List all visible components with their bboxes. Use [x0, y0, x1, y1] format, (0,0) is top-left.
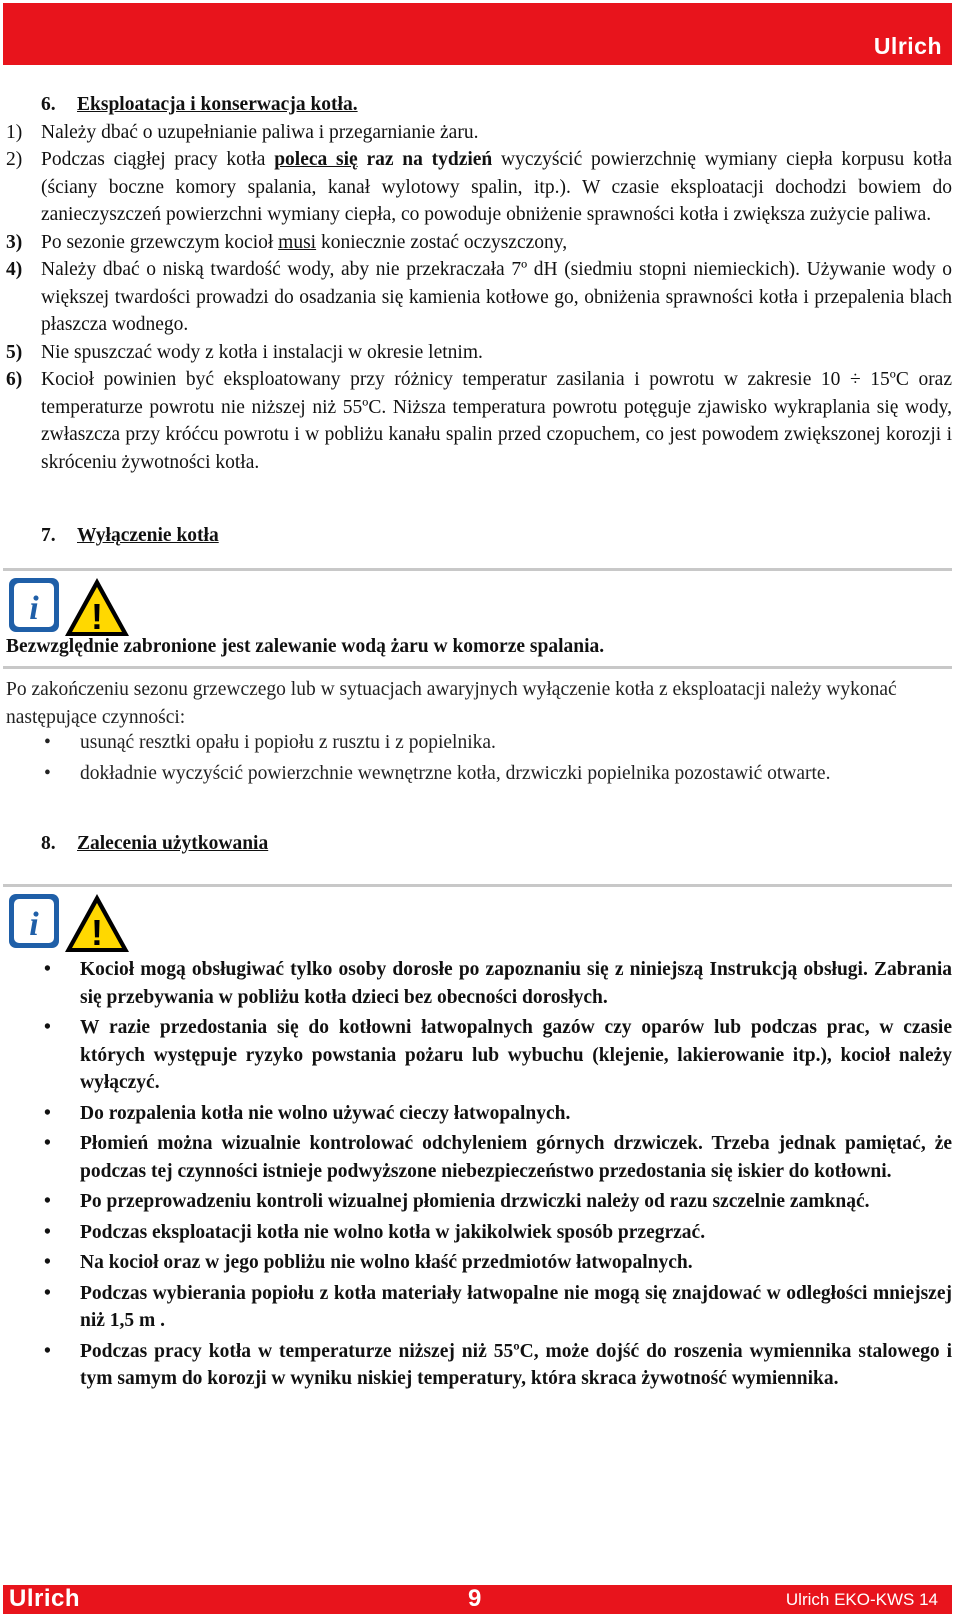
warning-icon	[65, 894, 129, 953]
svg-text:i: i	[29, 906, 39, 943]
svg-text:i: i	[29, 590, 39, 627]
list-item: • Podczas pracy kotła w temperaturze niższej niż 55ºC, może dojść do roszenia wymiennika stalowego i tym samym do korozji w wyniku niskiej temperatury, która skraca żywotność wymiennika.	[44, 1340, 952, 1389]
list-item: • usunąć resztki opału i popiołu z rusztu i z popielnika.	[44, 732, 496, 753]
footer-model: Ulrich EKO-KWS 14	[785, 1590, 938, 1609]
header-bar	[3, 3, 952, 65]
section-6-title: 6. Eksploatacja i konserwacja kotła.	[41, 94, 358, 115]
footer-bar	[3, 1585, 952, 1614]
section-7-title-block	[41, 522, 952, 550]
list-item: • Na kocioł oraz w jego pobliżu nie wolno kłaść przedmiotów łatwopalnych.	[44, 1252, 693, 1273]
section-8-title-block	[41, 830, 952, 858]
section-6-item-6: 6) Kocioł powinien być eksploatowany przy różnicy temperatur zasilania i powrotu w zakresie 10 ÷ 15ºC oraz temperaturze powrotu nie niższej niż 55ºC. Niższa temperatura powrotu potęguje zjawisko wykraplania się wody, zwłaszcza przy króćcu powrotu i w pobliżu kanału spalin przed czopuchem, co jest powodem zwiększonej korozji i skróceniu żywotności kotła.	[6, 369, 952, 473]
list-item: • W razie przedostania się do kotłowni łatwopalnych gazów czy oparów lub podczas prac, w czasie których występuje ryzyko powstania pożaru lub wybuchu (klejenie, lakierowanie itp.), kocioł należy wyłączyć.	[44, 1017, 952, 1093]
section-8-title: 8. Zalecenia użytkowania	[41, 833, 269, 854]
section-7-title: 7. Wyłączenie kotła	[41, 525, 219, 546]
list-item: • Podczas wybierania popiołu z kotła materiały łatwopalne nie mogą się znajdować w odległości mniejszej niż 1,5 m .	[44, 1282, 952, 1331]
section-8-body	[6, 956, 952, 1393]
svg-text:!: !	[91, 596, 103, 637]
info-icon	[9, 894, 59, 948]
page-number: 9	[468, 1585, 482, 1612]
section-7-body	[6, 676, 952, 787]
header-brand: Ulrich	[873, 33, 942, 59]
section-7-warning: Bezwzględnie zabronione jest zalewanie wodą żaru w komorze spalania.	[6, 636, 605, 657]
section-7-icons	[6, 574, 130, 638]
section-7-rule-2	[3, 666, 952, 669]
section-7-rule	[3, 568, 952, 571]
list-item: • Po przeprowadzeniu kontroli wizualnej płomienia drzwiczki należy od razu szczelnie zamknąć.	[44, 1191, 870, 1212]
warning-icon	[65, 578, 129, 637]
list-item: • Płomień można wizualnie kontrolować odchyleniem górnych drzwiczek. Trzeba jednak pamiętać, że podczas tej czynności istnieje podwyższone niebezpieczeństwo przedostania się iskier do kotłowni.	[44, 1133, 952, 1182]
section-6-item-4: 4) Należy dbać o niską twardość wody, aby nie przekraczała 7º dH (siedmiu stopni niemieckich). Używanie wody o większej twardości prowadzi do osadzania się kamienia kotłowe go, obniżenia sprawności kotła i przepalenia blach płaszcza wodnego.	[6, 259, 952, 335]
list-item: • dokładnie wyczyścić powierzchnie wewnętrzne kotła, drzwiczki popielnika pozostawić otwarte.	[44, 762, 831, 784]
section-8-bullets	[6, 956, 952, 1393]
list-item: • Do rozpalenia kotła nie wolno używać cieczy łatwopalnych.	[44, 1102, 571, 1124]
section-8-icons	[6, 890, 130, 954]
svg-text:!: !	[91, 912, 103, 953]
section-6-item-2: 2) Podczas ciągłej pracy kotła poleca się raz na tydzień wyczyścić powierzchnię wymiany ciepła korpusu kotła (ściany boczne komory spalania, kanał wylotowy spalin, itp.). W czasie eksploatacji dochodzi bowiem do zanieczyszczeń powierzchni wymiany ciepła, co powoduje obniżenie sprawności kotła i zwiększa zużycie paliwa.	[6, 149, 953, 225]
list-item: • Podczas eksploatacji kotła nie wolno kotła w jakikolwiek sposób przegrzać.	[44, 1221, 706, 1243]
footer-brand: Ulrich	[9, 1585, 81, 1612]
info-icon	[9, 578, 59, 632]
section-7-bullets	[6, 729, 952, 787]
section-6-item-1: 1) Należy dbać o uzupełnianie paliwa i przegarnianie żaru.	[6, 121, 479, 143]
section-6-item-5: 5) Nie spuszczać wody z kotła i instalacji w okresie letnim.	[6, 341, 483, 363]
section-7-intro: Po zakończeniu sezonu grzewczego lub w sytuacjach awaryjnych wyłączenie kotła z eksploatacji należy wykonać następujące czynności:	[6, 679, 897, 728]
section-6	[6, 91, 953, 476]
list-item: • Kocioł mogą obsługiwać tylko osoby dorosłe po zapoznaniu się z niniejszą Instrukcją obsługi. Zabrania się przebywania w pobliżu kotła dzieci bez obecności dorosłych.	[44, 959, 952, 1008]
section-8-rule	[3, 884, 952, 887]
section-6-item-3: 3) Po sezonie grzewczym kocioł musi koniecznie zostać oczyszczony,	[6, 231, 568, 253]
